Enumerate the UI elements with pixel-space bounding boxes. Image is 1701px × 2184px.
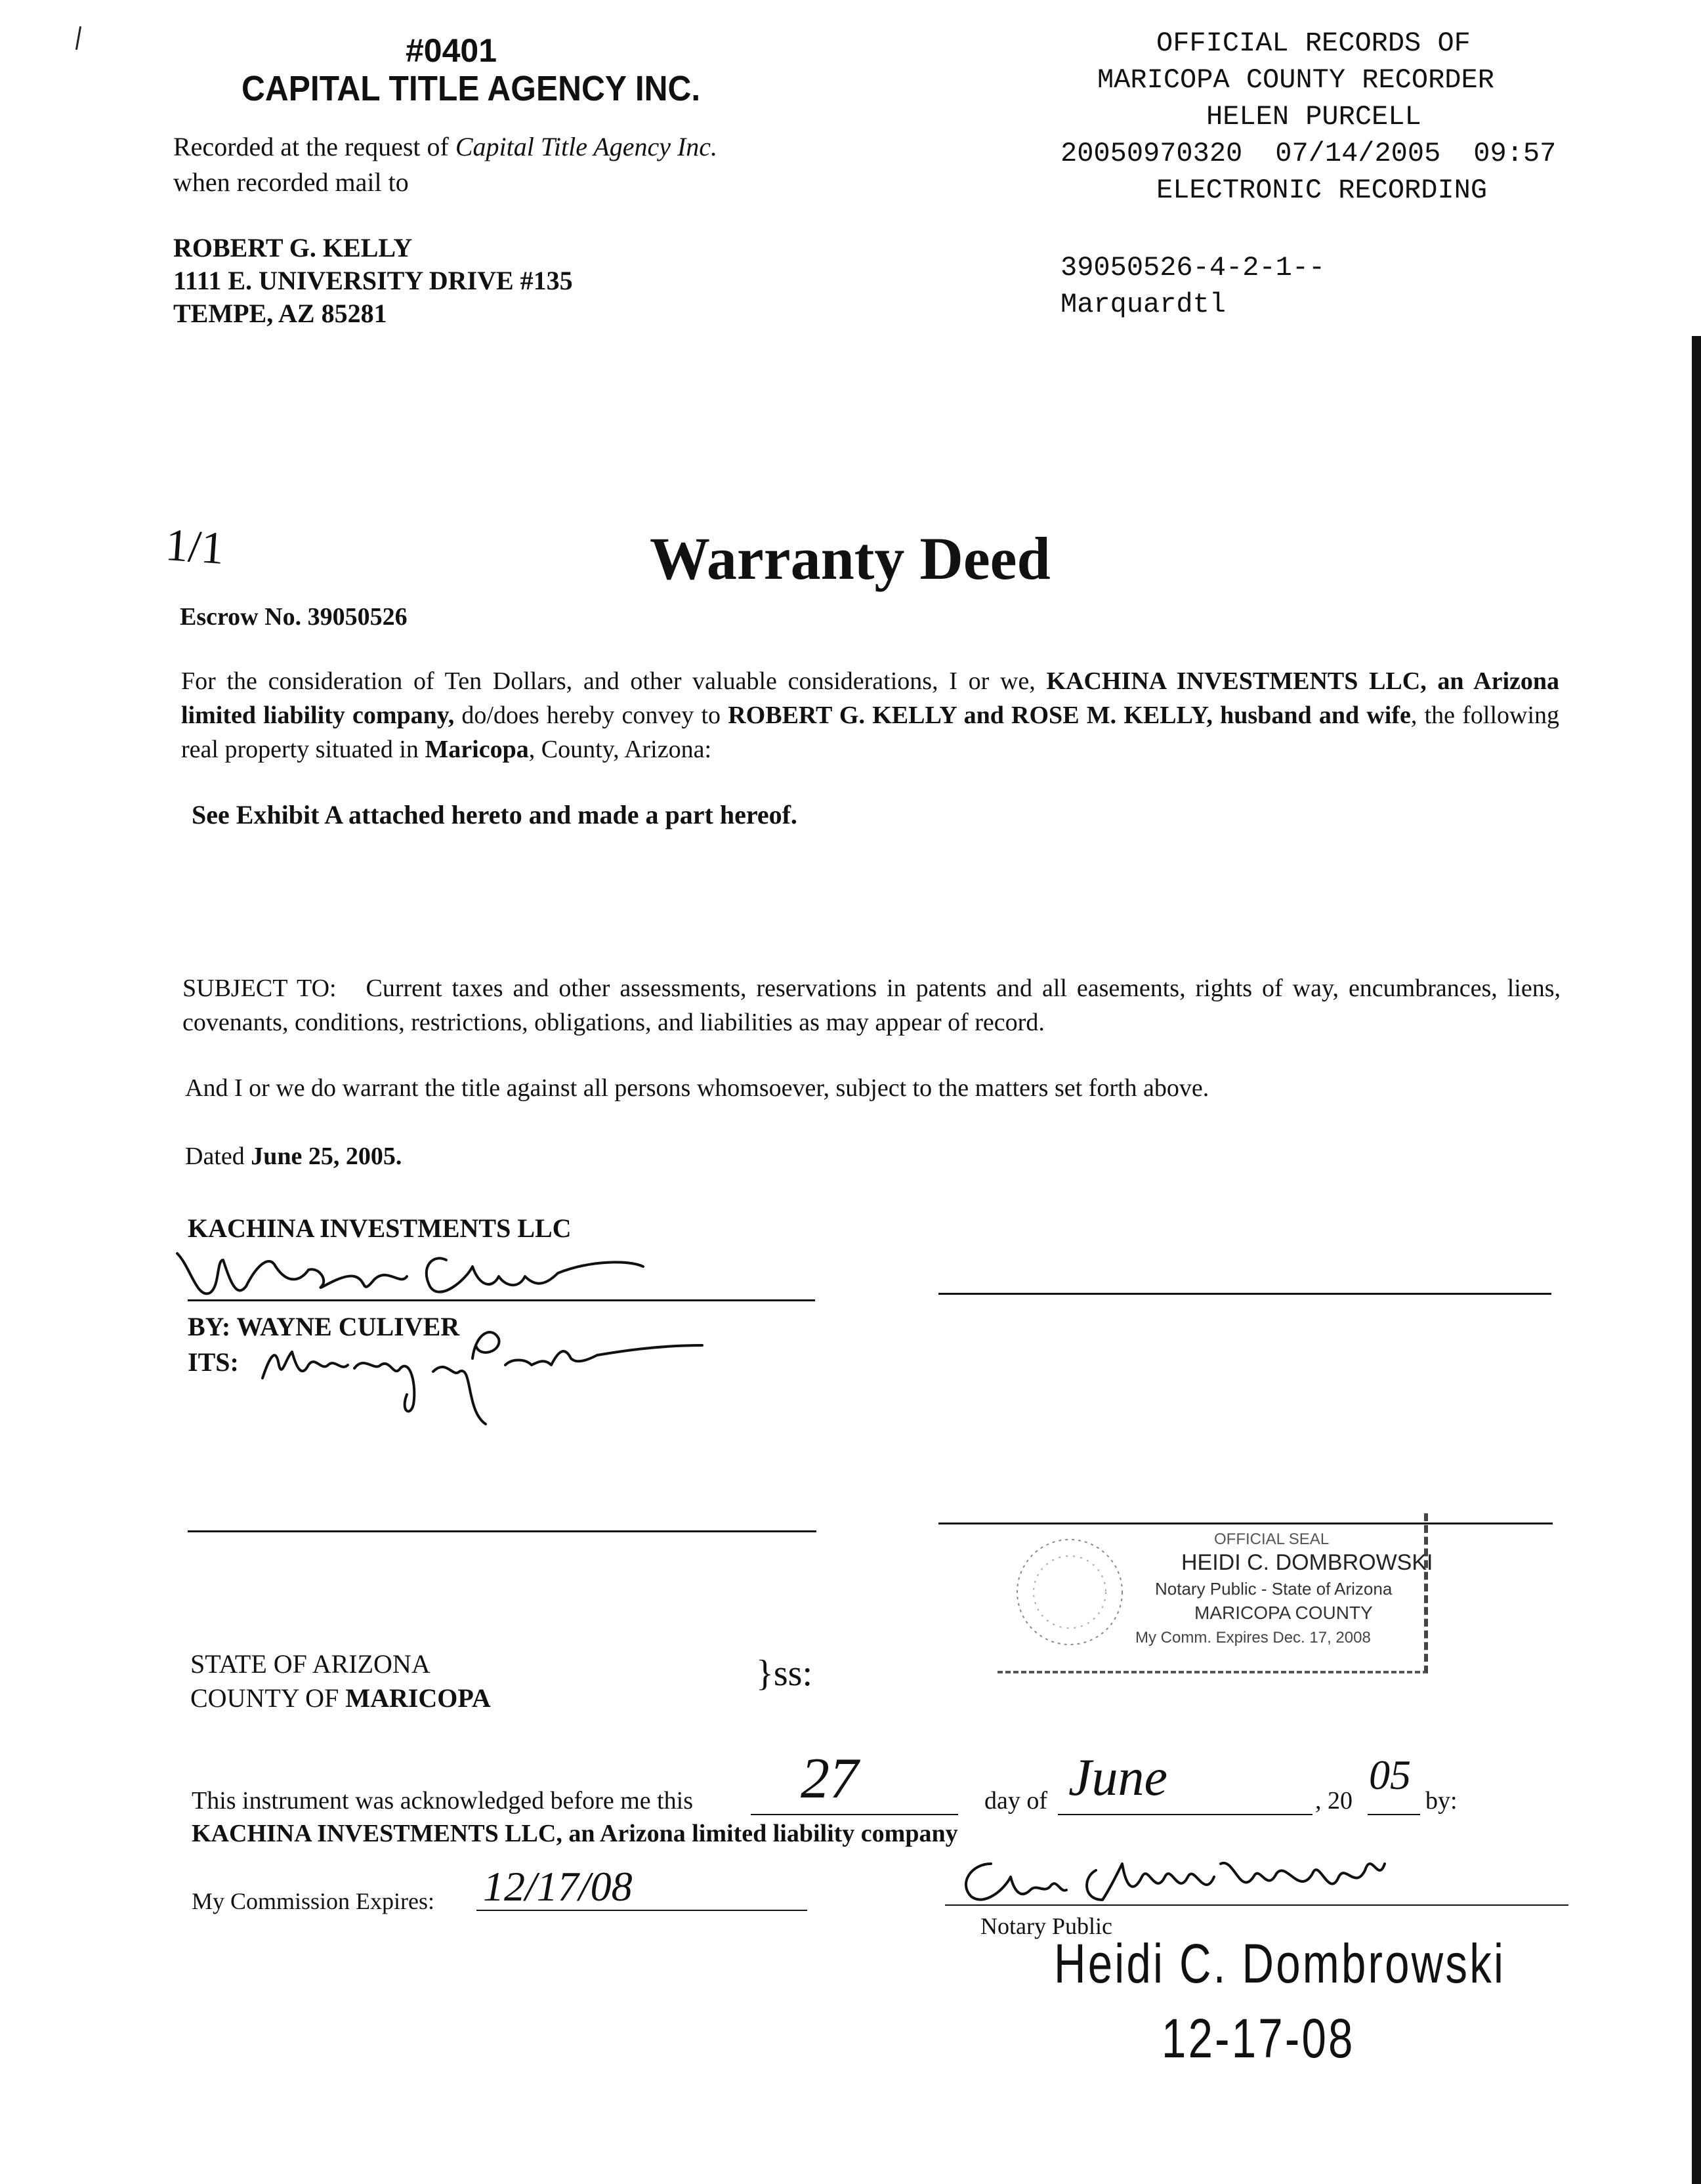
record-time: 09:57: [1473, 138, 1557, 169]
signer-name: BY: WAYNE CULIVER: [188, 1312, 460, 1341]
scan-mark: [75, 26, 81, 50]
signer-title-handwriting: [249, 1319, 709, 1431]
recorder-line-3: HELEN PURCELL: [1206, 101, 1421, 133]
notary-county: MARICOPA: [345, 1683, 491, 1713]
acknowledged-entity: KACHINA INVESTMENTS LLC, an Arizona limited liability company: [192, 1820, 958, 1847]
ack-day-of-label: day of: [984, 1787, 1048, 1815]
seal-line-5: My Comm. Expires Dec. 17, 2008: [1135, 1629, 1371, 1647]
commission-date-handwriting: 12/17/08: [483, 1863, 633, 1910]
subject-to-text: Current taxes and other assessments, reservations in patents and all easements, rights of way, encumbrances, liens, covenants, conditions, restrictions, obligations, and liabilities as may appear of record.: [182, 975, 1561, 1036]
document-title: Warranty Deed: [650, 525, 1051, 592]
signer-title-label: ITS:: [188, 1347, 239, 1377]
seal-emblem: [1011, 1533, 1129, 1651]
notary-public-label: Notary Public: [980, 1913, 1112, 1939]
recorder-line-1: OFFICIAL RECORDS OF: [1156, 28, 1471, 59]
property-county: Maricopa: [425, 736, 529, 763]
ack-month-handwriting: June: [1068, 1749, 1168, 1807]
notary-date-handwriting: 12-17-08: [1162, 2007, 1355, 2069]
recorded-request-line: [173, 131, 717, 162]
notary-printed-name-handwriting: Heidi C. Dombrowski: [1054, 1933, 1506, 1994]
notary-county-label: COUNTY OF: [190, 1683, 346, 1713]
grantor-signature-line: [188, 1299, 815, 1301]
recording-reference: 39050526-4-2-1--: [1060, 252, 1326, 284]
conveyance-text-c: , the following real property situated in: [181, 702, 1560, 763]
grantee-names: ROBERT G. KELLY and ROSE M. KELLY, husband and wife: [728, 702, 1411, 729]
notary-state: STATE OF ARIZONA: [190, 1649, 430, 1679]
mail-to-label: when recorded mail to: [173, 167, 409, 197]
subject-to-paragraph: [182, 971, 1561, 1040]
subject-to-label: SUBJECT TO:: [182, 975, 337, 1002]
seal-line-2: HEIDI C. DOMBROWSKI: [1181, 1550, 1433, 1575]
mail-address-line-3: TEMPE, AZ 85281: [173, 299, 387, 328]
ack-day-line: [751, 1814, 958, 1815]
seal-line-1: OFFICIAL SEAL: [1214, 1530, 1330, 1548]
recorded-prefix: Recorded at the request of: [173, 132, 455, 161]
dated-line: [185, 1142, 402, 1171]
page-mark: 1/1: [163, 519, 226, 575]
recorded-agency: Capital Title Agency Inc.: [455, 132, 718, 161]
notary-county-line: [190, 1683, 491, 1713]
order-number: #0401: [406, 32, 497, 69]
grantor-name: KACHINA INVESTMENTS LLC, an Arizona limited liability company,: [181, 667, 1560, 729]
conveyance-paragraph: [181, 664, 1559, 766]
warranty-statement: And I or we do warrant the title against all persons whomsoever, subject to the matters set forth above.: [185, 1074, 1209, 1102]
dated-label: Dated: [185, 1143, 251, 1170]
acknowledgment-text: This instrument was acknowledged before me this: [192, 1787, 694, 1815]
record-number: 20050970320: [1060, 138, 1243, 169]
conveyance-text-a: For the consideration of Ten Dollars, and other valuable considerations, I or we,: [181, 667, 1047, 695]
dated-value: June 25, 2005.: [251, 1143, 402, 1170]
recording-clerk: Marquardtl: [1060, 289, 1227, 320]
notary-seal: [998, 1513, 1433, 1673]
escrow-number: Escrow No. 39050526: [180, 603, 408, 631]
conveyance-text-d: , County, Arizona:: [528, 736, 712, 763]
commission-label: My Commission Expires:: [192, 1888, 435, 1914]
signing-company: KACHINA INVESTMENTS LLC: [188, 1213, 572, 1243]
ack-by-label: by:: [1425, 1787, 1458, 1815]
recording-number-line: [1060, 138, 1556, 169]
grantor-signature: [171, 1240, 656, 1312]
ack-year-line: [1368, 1814, 1420, 1815]
conveyance-text-b: do/does hereby convey to: [454, 702, 728, 729]
mail-address-line-1: ROBERT G. KELLY: [173, 233, 413, 262]
second-signature-line: [938, 1293, 1551, 1295]
agency-name: CAPITAL TITLE AGENCY INC.: [242, 69, 701, 108]
ss-mark: }ss:: [756, 1653, 813, 1694]
recording-type: ELECTRONIC RECORDING: [1156, 175, 1488, 206]
mail-address-line-2: 1111 E. UNIVERSITY DRIVE #135: [173, 266, 573, 295]
ack-year-handwriting: 05: [1369, 1752, 1411, 1798]
notary-signature-line: [945, 1904, 1568, 1906]
seal-line-4: MARICOPA COUNTY: [1194, 1603, 1373, 1623]
witness-line-left: [188, 1530, 816, 1532]
ack-year-prefix: , 20: [1315, 1787, 1353, 1815]
ack-day-handwriting: 27: [801, 1747, 858, 1811]
scan-edge: [1692, 336, 1701, 2184]
exhibit-reference: See Exhibit A attached hereto and made a part hereof.: [192, 800, 797, 830]
ack-month-line: [1058, 1814, 1312, 1815]
recorder-line-2: MARICOPA COUNTY RECORDER: [1097, 64, 1494, 96]
seal-line-3: Notary Public - State of Arizona: [1155, 1579, 1393, 1599]
record-date: 07/14/2005: [1275, 138, 1441, 169]
